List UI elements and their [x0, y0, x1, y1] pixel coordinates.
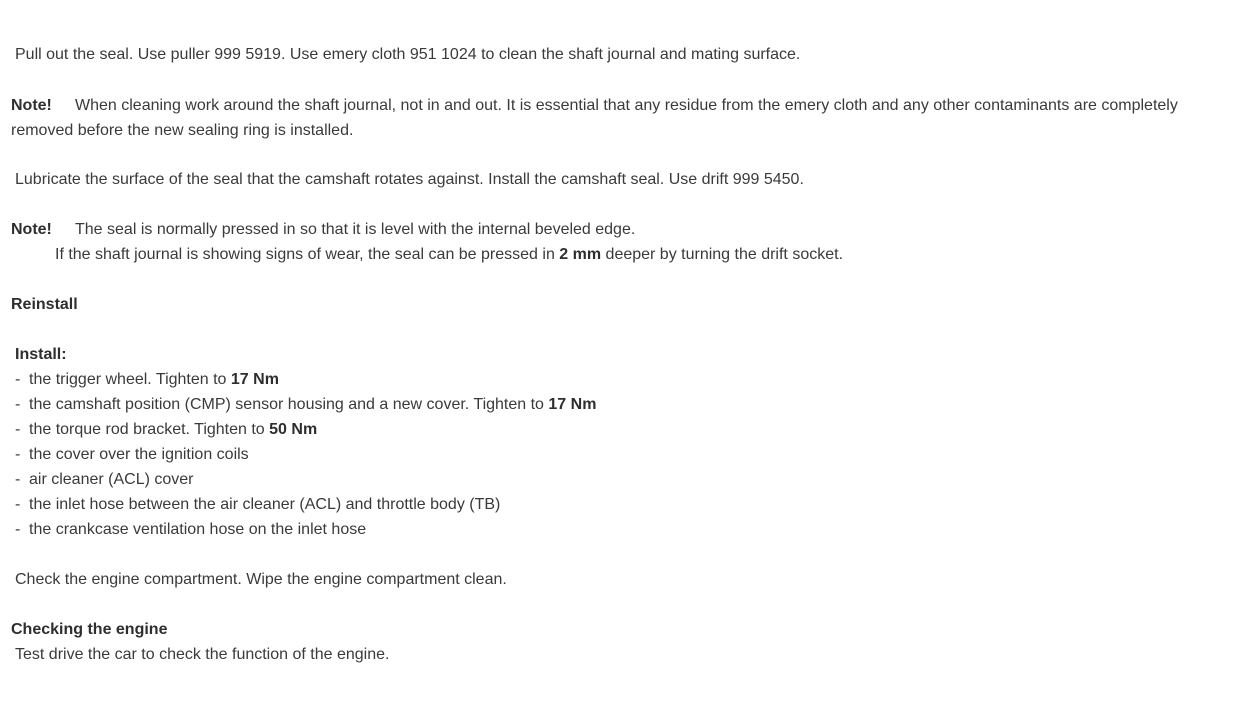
list-dash: -	[15, 421, 21, 438]
note-seal-level	[11, 220, 635, 240]
list-item-text: the camshaft position (CMP) sensor housing and a new cover. Tighten to	[29, 396, 549, 413]
note-wear	[55, 245, 843, 265]
list-item-text: the trigger wheel. Tighten to	[29, 371, 231, 388]
list-item	[15, 445, 249, 465]
list-item-text: the inlet hose between the air cleaner (ACL) and throttle body (TB)	[29, 496, 501, 513]
step-test-drive: Test drive the car to check the function of the engine.	[15, 646, 390, 663]
note-cleaning	[11, 93, 1226, 143]
note-label: Note!	[11, 97, 52, 114]
note-wear-depth: 2 mm	[559, 246, 602, 263]
list-item	[15, 520, 366, 540]
list-item-torque: 17 Nm	[548, 396, 597, 413]
list-item	[15, 395, 596, 415]
list-dash: -	[15, 471, 21, 488]
list-item	[15, 495, 500, 515]
section-heading-checking: Checking the engine	[11, 621, 168, 638]
note-wear-post: deeper by turning the drift socket.	[601, 246, 844, 263]
list-item-text: the torque rod bracket. Tighten to	[29, 421, 270, 438]
install-label: Install:	[15, 346, 67, 363]
step-lubricate: Lubricate the surface of the seal that the camshaft rotates against. Install the camshaft seal. Use drift 999 5450.	[15, 171, 804, 188]
list-item-text: air cleaner (ACL) cover	[29, 471, 194, 488]
list-item-text: the crankcase ventilation hose on the inlet hose	[29, 521, 367, 538]
note-wear-pre: If the shaft journal is showing signs of wear, the seal can be pressed in	[55, 246, 560, 263]
list-dash: -	[15, 496, 21, 513]
list-dash: -	[15, 446, 21, 463]
list-item	[15, 370, 279, 390]
list-dash: -	[15, 396, 21, 413]
list-item-torque: 50 Nm	[269, 421, 318, 438]
list-item	[15, 420, 317, 440]
list-item	[15, 470, 194, 490]
step-pull-seal: Pull out the seal. Use puller 999 5919. Use emery cloth 951 1024 to clean the shaft journal and mating surface.	[15, 46, 801, 63]
list-dash: -	[15, 521, 21, 538]
section-heading-reinstall: Reinstall	[11, 296, 78, 313]
note-text: When cleaning work around the shaft journal, not in and out. It is essential that any residue from the emery cloth and any other contaminants are completely removed before the new sealing ring is installed.	[11, 97, 1178, 139]
note-text: The seal is normally pressed in so that it is level with the internal beveled edge.	[75, 221, 636, 238]
list-item-text: the cover over the ignition coils	[29, 446, 249, 463]
step-check-compartment: Check the engine compartment. Wipe the engine compartment clean.	[15, 571, 507, 588]
list-item-torque: 17 Nm	[230, 371, 279, 388]
note-label: Note!	[11, 221, 52, 238]
list-dash: -	[15, 371, 21, 388]
